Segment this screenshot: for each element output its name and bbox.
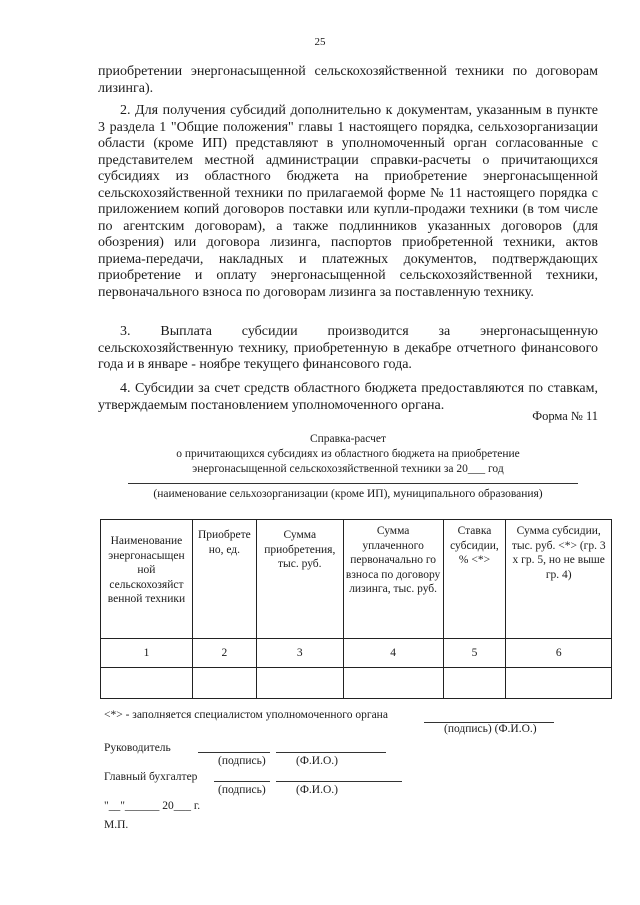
form-title: Справка-расчет xyxy=(309,433,387,445)
header-cell: Приобрете но, ед. xyxy=(192,520,256,639)
fio-caption: (Ф.И.О.) xyxy=(296,755,338,767)
stamp-label: М.П. xyxy=(104,819,129,831)
header-cell: Наименование энергонасыщен ной сельскохозяйст венной техники xyxy=(101,520,193,639)
table-cell xyxy=(343,668,443,699)
footnote-caption: (подпись) (Ф.И.О.) xyxy=(444,723,537,735)
form-subtitle-2: энергонасыщенной сельскохозяйственной техники за 20___ год xyxy=(192,463,504,475)
form-subtitle-1: о причитающихся субсидиях из областного бюджета на приобретение xyxy=(176,448,520,460)
accountant-label: Главный бухгалтер xyxy=(104,771,198,783)
table-cell xyxy=(443,668,506,699)
form-title-block xyxy=(98,432,598,477)
head-label: Руководитель xyxy=(104,742,171,754)
table-cell xyxy=(192,668,256,699)
signature-line xyxy=(198,752,270,753)
header-cell: Сумма приобретения, тыс. руб. xyxy=(256,520,343,639)
signature-caption: (подпись) xyxy=(218,755,266,767)
signature-line xyxy=(214,781,270,782)
subsidy-table xyxy=(100,519,612,699)
fio-line xyxy=(276,781,402,782)
intro-paragraph xyxy=(98,64,598,97)
intro-text: приобретении энергонасыщенной сельскохозяйственной техники по договорам лизинга). xyxy=(98,64,598,96)
column-number: 1 xyxy=(101,639,193,668)
header-cell: Сумма уплаченного первоначально го взноса по договору лизинга, тыс. руб. xyxy=(343,520,443,639)
paragraph-text: 2. Для получения субсидий дополнительно к документам, указанным в пункте 3 раздела 1 "Общие положения" главы 1 настоящего порядка, сельхозорганизации области (кроме ИП) представляют в уполномоченный орган согласованные с представителем местной администрации справки-расчеты о причитающихся субсидиях из областного бюджета на приобретение энергонасыщенной сельскохозяйственной техники по прилагаемой форме № 11 настоящего порядка с приложением копий договоров поставки или купли-продажи техники (в том числе по агентским договорам), а также подлинников указанных договоров (для обозрения) или договора лизинга, паспортов приобретенной техники, актов приема-передачи, накладных и платежных документов, подтверждающих приобретение и оплату энергонасыщенной сельскохозяйственной техники, первоначального взноса по договорам лизинга за поставленную технику. xyxy=(98,103,598,300)
column-number: 3 xyxy=(256,639,343,668)
column-number: 5 xyxy=(443,639,506,668)
org-caption: (наименование сельхозорганизации (кроме ИП), муниципального образования) xyxy=(153,488,543,500)
column-number: 4 xyxy=(343,639,443,668)
column-number: 6 xyxy=(506,639,612,668)
page-number: 25 xyxy=(314,36,326,48)
table-row xyxy=(101,639,612,668)
table-cell xyxy=(256,668,343,699)
header-cell: Ставка субсидии, % <*> xyxy=(443,520,506,639)
org-name-line xyxy=(128,483,578,484)
table-cell xyxy=(101,668,193,699)
paragraph-4 xyxy=(98,381,598,414)
date-line: "__"______ 20___ г. xyxy=(104,800,201,812)
table-cell xyxy=(506,668,612,699)
footnote: <*> - заполняется специалистом уполномоченного органа xyxy=(104,709,388,721)
column-number: 2 xyxy=(192,639,256,668)
table-header-row xyxy=(101,520,612,639)
fio-caption: (Ф.И.О.) xyxy=(296,784,338,796)
table-row xyxy=(101,668,612,699)
header-cell: Сумма субсидии, тыс. руб. <*> (гр. 3 х гр. 5, но не выше гр. 4) xyxy=(506,520,612,639)
paragraph-text: 3. Выплата субсидии производится за энергонасыщенную сельскохозяйственную технику, приобретенную в декабре отчетного финансового года и в январе - ноябре текущего финансового года. xyxy=(98,324,598,372)
paragraph-3 xyxy=(98,324,598,374)
paragraph-2 xyxy=(98,103,598,301)
fio-line xyxy=(276,752,386,753)
paragraph-text: 4. Субсидии за счет средств областного бюджета предоставляются по ставкам, утверждаемым постановлением уполномоченного органа. xyxy=(98,381,598,413)
signature-caption: (подпись) xyxy=(218,784,266,796)
form-label: Форма № 11 xyxy=(532,409,598,423)
